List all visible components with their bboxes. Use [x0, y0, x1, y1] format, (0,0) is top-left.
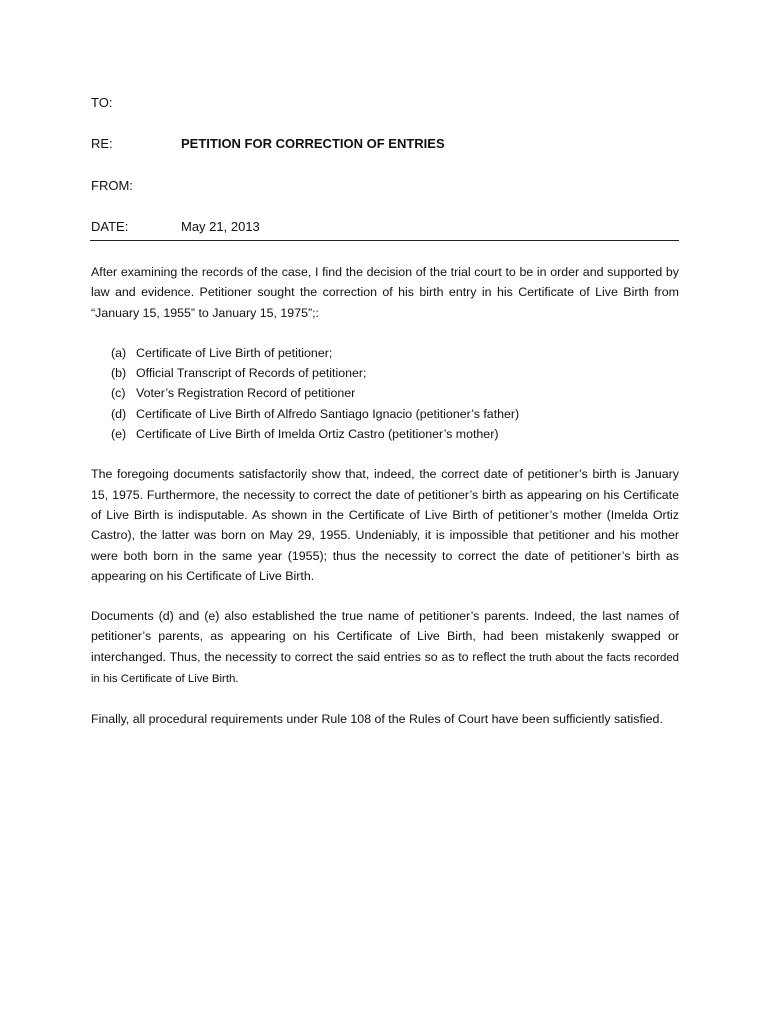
re-row	[91, 136, 445, 152]
list-item-text: Certificate of Live Birth of Alfredo Santiago Ignacio (petitioner’s father)	[136, 406, 520, 421]
list-item	[111, 424, 679, 444]
re-value: PETITION FOR CORRECTION OF ENTRIES	[181, 136, 445, 151]
parents-names-text: Documents (d) and (e) also established the true name of petitioner’s parents. Indeed, the last names of petitioner’s parents, as appearing on his Certificate of Live Birth, had been mistakenly swapped or interchanged. Thus, the necessity to correct the said entries so as to reflect	[91, 609, 679, 664]
list-item-mark: (e)	[111, 427, 127, 442]
memo-body	[91, 262, 679, 750]
list-item-mark: (d)	[111, 406, 127, 421]
date-value: May 21, 2013	[181, 219, 260, 234]
list-item-mark: (a)	[111, 345, 127, 360]
re-label: RE:	[91, 136, 113, 151]
to-label: TO:	[91, 95, 113, 110]
list-item-text: Official Transcript of Records of petitioner;	[136, 366, 367, 381]
date-label: DATE:	[91, 219, 129, 234]
list-item-text: Voter’s Registration Record of petitioner	[136, 386, 356, 401]
list-item	[111, 363, 679, 383]
list-item	[111, 343, 679, 363]
list-item	[111, 404, 679, 424]
list-item	[111, 383, 679, 403]
list-item-mark: (b)	[111, 366, 127, 381]
findings-paragraph: The foregoing documents satisfactorily show that, indeed, the correct date of petitioner’s birth is January 15, 1975. Furthermore, the necessity to correct the date of petitioner’s birth as appearing on his Certificate of Live Birth is indisputable. As shown in the Certificate of Live Birth of petitioner’s mother (Imelda Ortiz Castro), the latter was born on May 29, 1955. Undeniably, it is impossible that petitioner and his mother were both born in the same year (1955); thus the necessity to correct the date of petitioner’s birth as appearing on his Certificate of Live Birth.	[91, 467, 679, 583]
parents-names-tail: the truth about the facts recorded in his Certificate of Live Birth.	[91, 651, 679, 686]
header-divider	[90, 240, 679, 241]
list-item-text: Certificate of Live Birth of petitioner;	[136, 345, 333, 360]
list-item-mark: (c)	[111, 386, 126, 401]
parents-names-paragraph	[91, 606, 679, 689]
from-row	[91, 178, 181, 194]
from-label: FROM:	[91, 178, 133, 193]
to-row	[91, 95, 181, 111]
list-item-text: Certificate of Live Birth of Imelda Ortiz Castro (petitioner’s mother)	[136, 427, 499, 442]
document-list	[91, 343, 679, 444]
conclusion-paragraph: Finally, all procedural requirements under Rule 108 of the Rules of Court have been sufficiently satisfied.	[91, 712, 663, 727]
intro-paragraph: After examining the records of the case, I find the decision of the trial court to be in order and supported by law and evidence. Petitioner sought the correction of his birth entry in his Certificate of Live Birth from “January 15, 1955” to January 15, 1975”;:	[91, 265, 679, 320]
date-row	[91, 219, 260, 235]
